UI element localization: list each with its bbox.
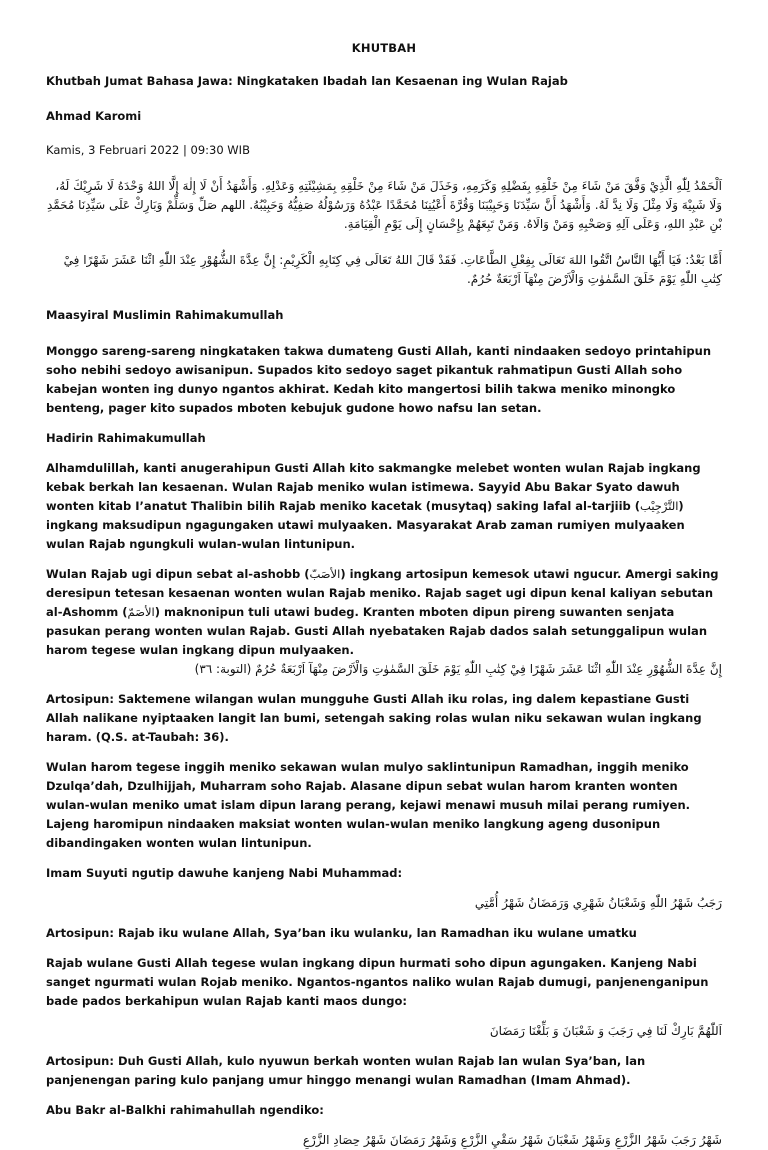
arabic-doa-rajab: اَللّٰهُمَّ بَارِكْ لَنَا فِي رَجَبَ وَ شَعْبَانَ وَ بَلِّغْنَا رَمَضَانَ [489, 1024, 722, 1038]
paragraph-imam-suyuti: Imam Suyuti ngutip dawuhe kanjeng Nabi Muhammad: [46, 866, 403, 880]
arabic-quote-balkhi: شَهْرُ رَجَبَ شَهْرُ الزَّرْعِ وَشَهْرُ شَعْبَانَ شَهْرُ سَقْيِ الزَّرْعِ وَشَهْرُ رَمَضَانَ شَهْرُ حِصَادِ الزَّرْعِ [302, 1133, 722, 1147]
article-author: Ahmad Karomi [46, 109, 142, 123]
section-heading-hadirin: Hadirin Rahimakumullah [46, 431, 206, 445]
arabic-opening: اَلْحَمْدُ لِلّٰهِ الَّذِيْ وَفَّقَ مَنْ شَاءَ مِنْ خَلْقِهِ بِفَضْلِهِ وَكَرَمِهِ، وَخَذَلَ مَنْ شَاءَ مِنْ خَلْقِهِ بِمَشِيْئَتِهِ وَعَدْلِهِ. وَأَشْهَدُ أَنْ لَا إِلٰهَ إِلَّا اللهُ وَحْدَهُ لَا شَرِيْكَ لَهُ، وَلَا شَبِيْهَ وَلَا مِثْلَ وَلَا نِدَّ لَهُ. وَأَشْهَدُ أَنَّ سَيِّدَنَا وَحَبِيْبَنَا وَقُرَّةَ أَعْيُنِنَا مُحَمَّدًا عَبْدُهُ وَرَسُوْلُهُ صَفِيُّهُ وَحَبِيْبُهُ. اللهم صَلِّ وَسَلِّمْ وَبَارِكْ عَلَى سَيِّدِنَا مُحَمَّدِ بْنِ عَبْدِ اللهِ، وَعَلَى آلِهِ وَصَحْبِهِ وَمَنْ وَالَاهُ. وَمَنْ تَبِعَهُمْ بِإِحْسَانٍ إِلَى يَوْمِ الْقِيَامَةِ. [46, 179, 722, 231]
inline-arabic-ashobb: الأصَبّ [309, 567, 341, 581]
arabic-amma-badu: أَمَّا بَعْدُ: فَيَا أَيُّهَا النَّاسُ اتَّقُوا اللهَ تَعَالَى بِفِعْلِ الطَّاعَاتِ. فَقَدْ قَالَ اللهُ تَعَالَى فِي كِتَابِهِ الْكَرِيْمِ: إِنَّ عِدَّةَ الشُّهُوْرِ عِنْدَ اللّٰهِ اثْنَا عَشَرَ شَهْرًا فِيْ كِتٰبِ اللّٰهِ يَوْمَ خَلَقَ السَّمٰوٰتِ وَالْاَرْضَ مِنْهَآ اَرْبَعَةٌ حُرُمٌ. [63, 253, 722, 286]
section-heading-maasyiral: Maasyiral Muslimin Rahimakumullah [46, 308, 284, 322]
paragraph-abu-bakr: Abu Bakr al-Balkhi rahimahullah ngendiko: [46, 1103, 324, 1117]
arabic-hadith-rajab: رَجَبُ شَهْرُ اللّٰهِ وَشَعْبَانُ شَهْرِي وَرَمَضَانُ شَهْرُ أُمَّتِي [474, 896, 722, 910]
paragraph-rajab-istimewa: Alhamdulillah, kanti anugerahipun Gusti Allah kito sakmangke melebet wonten wulan Rajab ingkang kebak berkah lan kesaenan. Wulan Rajab meniko wulan istimewa. Sayyid Abu Bakar Syato dawuh wonten kitab I’anatut Thalibin bilih Rajab meniko kacetak (musytaq) saking lafal al-tarjiib (التَّرْجِيْب) ingkang maksudipun ngagungaken utawi mulyaaken. Masyarakat Arab zaman rumiyen mulyaaken wulan Rajab ngungkuli wulan-wulan lintunipun. [46, 461, 701, 551]
document-page [46, 0, 722, 1150]
paragraph-al-ashobb: Wulan Rajab ugi dipun sebat al-ashobb (الأصَبّ) ingkang artosipun kemesok utawi ngucur. Amergi saking deresipun tetesan kesaenan wonten wulan Rajab meniko. Rajab saget ugi dipun kenal kaliyan sebutan al-Ashomm (الأصَمّ) maknonipun tuli utawi budeg. Kranten mboten dipun pireng suwanten senjata pasukan perang wonten wulan Rajab. Gusti Allah nyebataken Rajab dados salah setunggalipun wulan harom tegese wulan ingkang dipun mulyaaken. [46, 567, 719, 657]
document-title: KHUTBAH [351, 41, 417, 55]
article-date: Kamis, 3 Februari 2022 | 09:30 WIB [46, 143, 250, 157]
paragraph-rajab-wulane-allah: Rajab wulane Gusti Allah tegese wulan ingkang dipun hurmati soho dipun agungaken. Kanjeng Nabi sanget ngurmati wulan Rojab meniko. Ngantos-ngantos naliko wulan Rajab dumugi, panjenenganipun bade pados berkahipun wulan Rajab kanti maos dungo: [46, 956, 709, 1008]
inline-arabic-tarjiib: التَّرْجِيْب [640, 499, 679, 513]
inline-arabic-ashomm: الأصَمّ [127, 605, 155, 619]
paragraph-artosipun-taubah: Artosipun: Saktemene wilangan wulan mungguhe Gusti Allah iku rolas, ing dalem kepastiane Gusti Allah nalikane nyiptaaken langit lan bumi, setengah saking rolas wulan niku sekawan wulan ingkang haram. (Q.S. at-Taubah: 36). [46, 692, 702, 744]
paragraph-wulan-harom: Wulan harom tegese inggih meniko sekawan wulan mulyo saklintunipun Ramadhan, inggih meniko Dzulqa’dah, Dzulhijjah, Muharram soho Rajab. Alasane dipun sebat wulan harom kranten wonten wulan-wulan meniko umat islam dipun larang perang, kejawi menawi musuh milai perang rumiyen. Lajeng haromipun nindaaken maksiat wonten wulan-wulan meniko langkung ageng dusonipun dibandingaken wonten wulan lintunipun. [46, 760, 691, 850]
paragraph-artosipun-hadith: Artosipun: Rajab iku wulane Allah, Sya’ban iku wulanku, lan Ramadhan iku wulane umatku [46, 926, 637, 940]
paragraph-artosipun-doa: Artosipun: Duh Gusti Allah, kulo nyuwun berkah wonten wulan Rajab lan wulan Sya’ban, lan panjenengan paring kulo panjang umur hinggo menangi wulan Ramadhan (Imam Ahmad). [46, 1054, 646, 1087]
arabic-quran-taubah: إِنَّ عِدَّةَ الشُّهُوْرِ عِنْدَ اللّٰهِ اثْنَا عَشَرَ شَهْرًا فِيْ كِتٰبِ اللّٰهِ يَوْمَ خَلَقَ السَّمٰوٰتِ وَالْاَرْضَ مِنْهَآ اَرْبَعَةٌ حُرُمٌ (التوبة: ٣٦) [194, 662, 722, 676]
article-subtitle: Khutbah Jumat Bahasa Jawa: Ningkataken Ibadah lan Kesaenan ing Wulan Rajab [46, 74, 568, 88]
paragraph-takwa: Monggo sareng-sareng ningkataken takwa dumateng Gusti Allah, kanti nindaaken sedoyo printahipun soho nebihi sedoyo awisanipun. Supados kito sedoyo saget pikantuk rahmatipun Gusti Allah soho kabejan wonten ing dunyo ngantos akhirat. Kedah kito mangertosi bilih takwa meniko minongko benteng, pager kito supados mboten kebujuk gudone howo nafsu lan setan. [46, 344, 712, 415]
